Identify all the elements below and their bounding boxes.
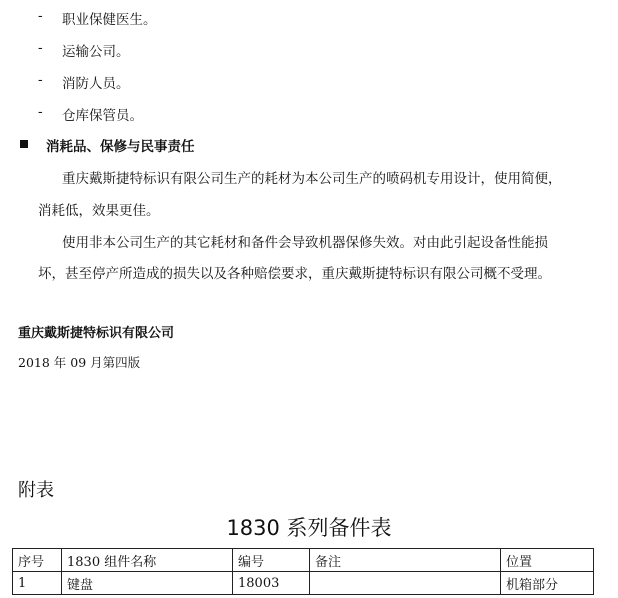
list-item: 职业保健医生。 — [62, 12, 157, 28]
table-title: 1830 系列备件表 — [226, 516, 392, 540]
table-cell — [310, 572, 501, 595]
company-name: 重庆戴斯捷特标识有限公司 — [18, 326, 175, 341]
section-heading: 消耗品、保修与民事责任 — [46, 139, 195, 155]
square-bullet-icon — [20, 140, 28, 148]
list-item: 仓库保管员。 — [62, 108, 143, 124]
paragraph-line: 使用非本公司生产的其它耗材和备件会导致机器保修失效。对由此引起设备性能损 — [62, 235, 548, 251]
paragraph-line: 重庆戴斯捷特标识有限公司生产的耗材为本公司生产的喷码机专用设计，使用简便， — [62, 171, 562, 187]
list-item: 消防人员。 — [62, 76, 130, 92]
list-dash: - — [38, 40, 43, 56]
header-cell: 位置 — [501, 549, 594, 572]
table-row — [13, 572, 594, 595]
edition-date: 2018 年 09 月第四版 — [18, 355, 141, 370]
list-dash: - — [38, 8, 43, 24]
spare-parts-table — [12, 548, 594, 595]
table-cell: 键盘 — [62, 572, 233, 595]
paragraph-line: 坏，甚至停产所造成的损失以及各种赔偿要求，重庆戴斯捷特标识有限公司概不受理。 — [38, 266, 551, 282]
list-dash: - — [38, 104, 43, 120]
header-cell: 1830 组件名称 — [62, 549, 233, 572]
header-cell: 编号 — [233, 549, 310, 572]
list-item: 运输公司。 — [62, 44, 130, 60]
table-cell: 18003 — [233, 572, 310, 595]
table-cell: 1 — [13, 572, 62, 595]
header-cell: 序号 — [13, 549, 62, 572]
table-cell: 机箱部分 — [501, 572, 594, 595]
paragraph-line: 消耗低，效果更佳。 — [38, 203, 160, 219]
appendix-label: 附表 — [18, 480, 54, 501]
list-dash: - — [38, 72, 43, 88]
header-cell: 备注 — [310, 549, 501, 572]
table-header-row — [13, 549, 594, 572]
